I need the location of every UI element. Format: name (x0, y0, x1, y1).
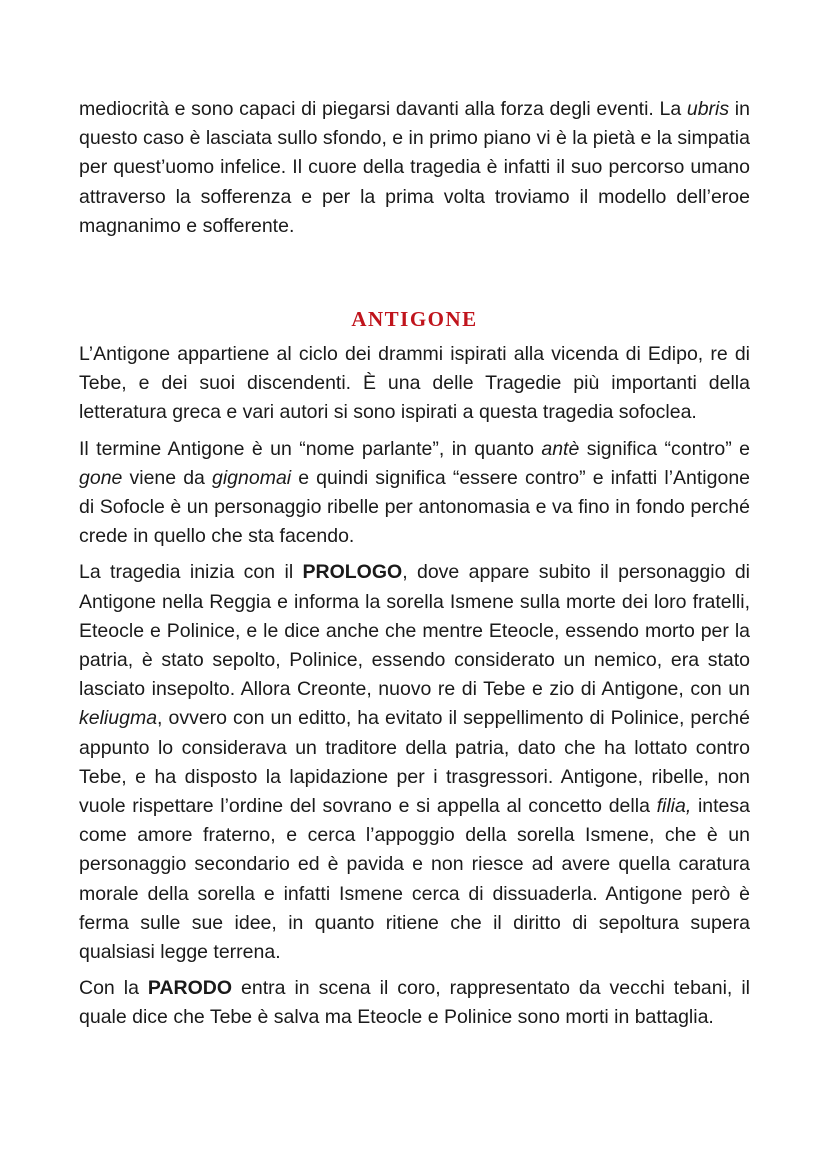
text-run: La tragedia inizia con il (79, 561, 303, 584)
text-run: , dove appare subito il personaggio di Antigone nella Reggia e informa la sorella Ismene sulla morte dei loro fratelli, Eteocle e Polinice, e le dice anche che mentre Eteocle, essendo morto per la patria, è stato sepolto, Polinice, essendo considerato un nemico, era stato lasciato insepolto. Allora Creonte, nuovo re di Tebe e zio di Antigone, con un (79, 561, 750, 701)
bold-term-prologo: PROLOGO (302, 561, 403, 584)
text-run: Con la (79, 977, 148, 1000)
italic-term: antè (541, 437, 580, 460)
text-run: mediocrità e sono capaci di piegarsi davanti alla forza degli eventi. La (79, 98, 687, 120)
italic-term: ubris (686, 98, 730, 120)
section-spacer (79, 241, 750, 304)
paragraph-3 (79, 558, 750, 967)
intro-paragraph (79, 95, 750, 241)
italic-term: gone (79, 466, 123, 489)
bold-term-parodo: PARODO (147, 977, 233, 1000)
text-run: significa “contro” e (579, 437, 750, 460)
italic-term: filia, (656, 795, 692, 818)
text-run: , ovvero con un editto, ha evitato il seppellimento di Polinice, perché appunto lo considerava un traditore della patria, dato che ha lottato contro Tebe, e ha disposto la lapidazione per i trasgressori. Antigone, ribelle, non vuole rispettare l’ordine del sovrano e si appella al concetto della (79, 707, 750, 818)
paragraph-4 (79, 974, 750, 1032)
text-run: viene da (122, 466, 212, 489)
document-page (79, 95, 750, 1033)
text-run: Il termine Antigone è un “nome parlante”, in quanto (79, 437, 542, 460)
italic-term: gignomai (211, 466, 292, 489)
section-heading: ANTIGONE (351, 307, 478, 332)
italic-term: keliugma (79, 707, 158, 730)
paragraph-2 (79, 435, 750, 552)
text-run: e quindi significa “essere contro” e infatti l’Antigone di Sofocle è un personaggio ribelle per antonomasia e va fino in fondo perché crede in quello che sta facendo. (79, 466, 751, 548)
text-run: intesa come amore fraterno, e cerca l’appoggio della sorella Ismene, che è un personaggio secondario ed è pavida e non riesce ad avere quella caratura morale della sorella e infatti Ismene cerca di dissuaderla. Antigone però è ferma sulle sue idee, in quanto ritiene che il diritto di sepoltura supera qualsiasi legge terrena. (79, 795, 750, 964)
paragraph-1: L’Antigone appartiene al ciclo dei drammi ispirati alla vicenda di Edipo, re di Tebe, e dei suoi discendenti. È una delle Tragedie più importanti della letteratura greca e vari autori si sono ispirati a questa tragedia sofoclea. (79, 343, 750, 424)
text-run: entra in scena il coro, rappresentato da vecchi tebani, il quale dice che Tebe è salva ma Eteocle e Polinice sono morti in battaglia. (79, 977, 750, 1029)
text-run: in questo caso è lasciata sullo sfondo, e in primo piano vi è la pietà e la simpatia per quest’uomo infelice. Il cuore della tragedia è infatti il suo percorso umano attraverso la sofferenza e per la prima volta troviamo il modello dell’eroe magnanimo e sofferente. (79, 98, 750, 237)
